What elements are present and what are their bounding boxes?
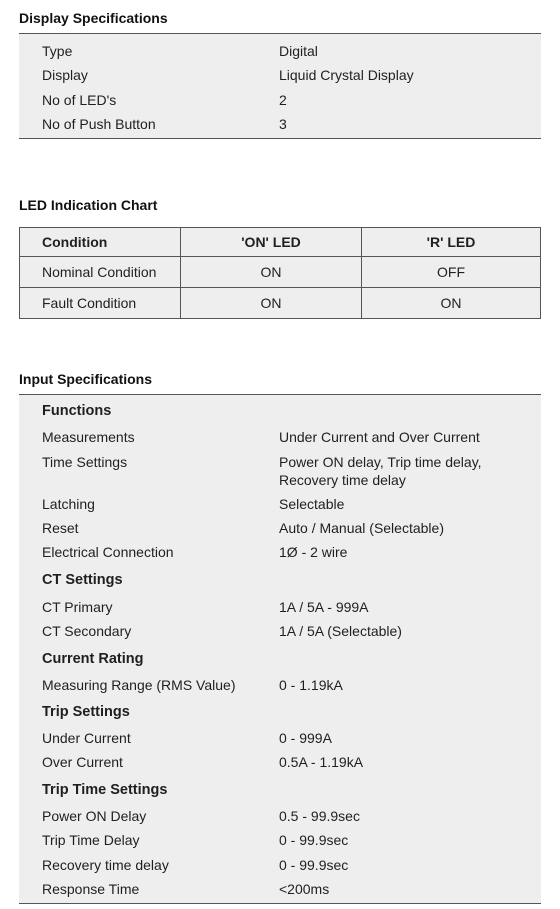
- spec-label: Power ON Delay: [42, 808, 147, 824]
- spec-label: Measurements: [42, 429, 135, 445]
- spec-value: Liquid Crystal Display: [279, 67, 414, 83]
- header-condition: Condition: [20, 228, 181, 257]
- spec-label: No of Push Button: [42, 116, 156, 132]
- spec-value: Digital: [279, 43, 318, 59]
- spec-value: 0.5 - 99.9sec: [279, 808, 360, 824]
- spec-label: Latching: [42, 496, 95, 512]
- spec-label: CT Secondary: [42, 623, 132, 639]
- spec-value: 0 - 999A: [279, 730, 332, 746]
- r-led-cell: OFF: [362, 257, 541, 288]
- spec-value: <200ms: [279, 881, 330, 897]
- spec-value: 0 - 99.9sec: [279, 857, 349, 873]
- input-specs-title: Input Specifications: [19, 371, 153, 387]
- spec-label: No of LED's: [42, 92, 117, 108]
- spec-label: Response Time: [42, 881, 140, 897]
- spec-label: Measuring Range (RMS Value): [42, 677, 236, 693]
- spec-value: 0 - 1.19kA: [279, 677, 343, 693]
- table-row: [20, 288, 541, 319]
- header-on-led: 'ON' LED: [181, 228, 362, 257]
- spec-value: 1A / 5A - 999A: [279, 599, 369, 615]
- group-heading-ct-settings: CT Settings: [42, 572, 123, 588]
- spec-label: CT Primary: [42, 599, 113, 615]
- spec-value: 0.5A - 1.19kA: [279, 754, 364, 770]
- spec-value: Selectable: [279, 496, 345, 512]
- table-header-row: [20, 228, 541, 257]
- led-chart-title: LED Indication Chart: [19, 197, 158, 213]
- spec-label: Recovery time delay: [42, 857, 169, 873]
- led-indication-table: [19, 227, 541, 319]
- spec-value: 1Ø - 2 wire: [279, 544, 348, 560]
- condition-cell: Fault Condition: [20, 288, 181, 319]
- condition-cell: Nominal Condition: [20, 257, 181, 288]
- spec-value: Recovery time delay: [279, 472, 406, 488]
- group-heading-current-rating: Current Rating: [42, 651, 144, 667]
- spec-value: Under Current and Over Current: [279, 429, 480, 445]
- spec-label: Type: [42, 43, 73, 59]
- spec-label: Display: [42, 67, 88, 83]
- input-specs-panel: [19, 394, 541, 904]
- group-heading-trip-settings: Trip Settings: [42, 704, 130, 720]
- spec-value: Power ON delay, Trip time delay,: [279, 454, 482, 470]
- display-specs-title: Display Specifications: [19, 10, 168, 26]
- spec-label: Over Current: [42, 754, 123, 770]
- spec-label: Under Current: [42, 730, 131, 746]
- r-led-cell: ON: [362, 288, 541, 319]
- spec-value: 1A / 5A (Selectable): [279, 623, 402, 639]
- spec-label: Electrical Connection: [42, 544, 174, 560]
- header-r-led: 'R' LED: [362, 228, 541, 257]
- spec-value: Auto / Manual (Selectable): [279, 520, 444, 536]
- spec-label: Time Settings: [42, 454, 128, 470]
- spec-value: 0 - 99.9sec: [279, 832, 349, 848]
- on-led-cell: ON: [181, 288, 362, 319]
- group-heading-functions: Functions: [42, 403, 112, 419]
- spec-value: 3: [279, 116, 287, 132]
- group-heading-trip-time-settings: Trip Time Settings: [42, 782, 168, 798]
- spec-label: Trip Time Delay: [42, 832, 140, 848]
- display-specs-panel: [19, 33, 541, 139]
- spec-label: Reset: [42, 520, 79, 536]
- table-row: [20, 257, 541, 288]
- on-led-cell: ON: [181, 257, 362, 288]
- spec-value: 2: [279, 92, 287, 108]
